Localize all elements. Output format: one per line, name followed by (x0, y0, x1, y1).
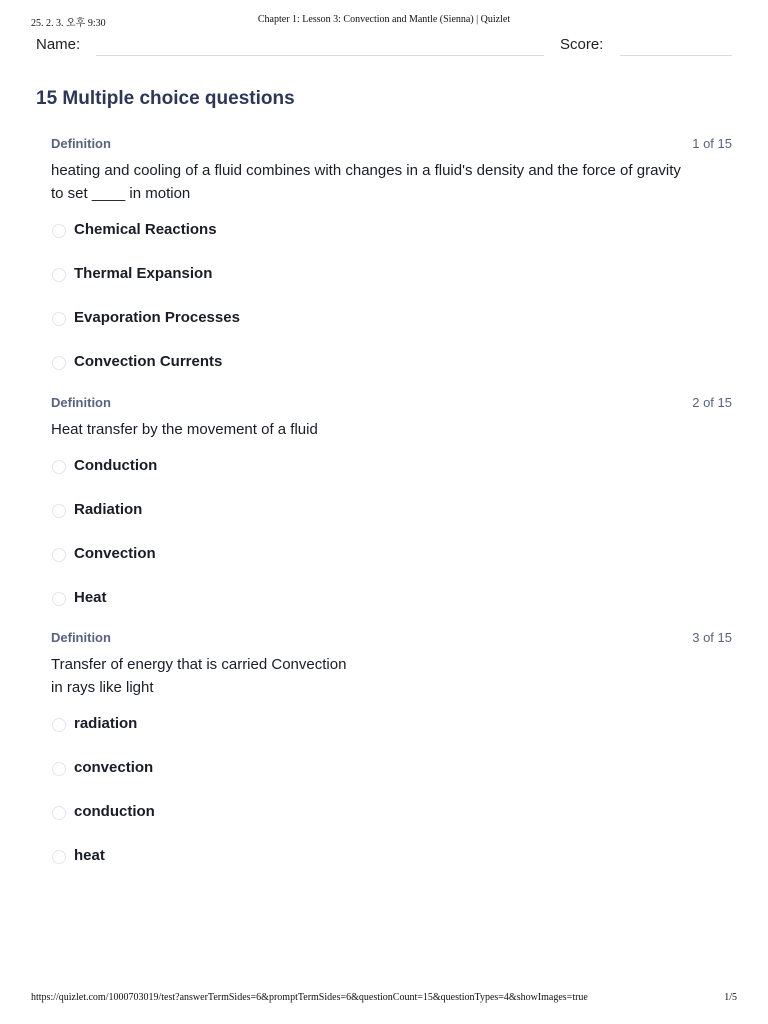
section-title: 15 Multiple choice questions (36, 88, 295, 109)
question-counter: 1 of 15 (692, 136, 732, 151)
answer-label: Evaporation Processes (74, 309, 240, 326)
answer-label: Conduction (74, 457, 158, 474)
page-number: 1/5 (724, 992, 737, 1003)
radio-button[interactable] (52, 548, 66, 562)
answer-label: radiation (74, 715, 138, 732)
score-field[interactable] (620, 55, 732, 56)
answer-option[interactable] (51, 801, 732, 845)
radio-button[interactable] (52, 850, 66, 864)
radio-button[interactable] (52, 224, 66, 238)
answer-label: conduction (74, 803, 155, 820)
answer-option[interactable] (51, 307, 732, 351)
name-label: Name: (36, 36, 81, 53)
question-2 (51, 395, 732, 631)
question-prompt (51, 653, 691, 699)
answer-options (51, 219, 732, 395)
print-header (31, 14, 737, 30)
print-footer (31, 992, 737, 1008)
answer-options (51, 713, 732, 889)
answer-option[interactable] (51, 351, 732, 395)
radio-button[interactable] (52, 312, 66, 326)
question-header (51, 395, 732, 413)
score-label: Score: (560, 36, 604, 53)
question-type: Definition (51, 630, 111, 645)
question-header (51, 630, 732, 648)
question-header (51, 136, 732, 154)
answer-options (51, 455, 732, 631)
answer-option[interactable] (51, 757, 732, 801)
name-score-row (36, 34, 732, 58)
question-type: Definition (51, 395, 111, 410)
radio-button[interactable] (52, 460, 66, 474)
print-url: https://quizlet.com/1000703019/test?answerTermSides=6&promptTermSides=6&questionCount=15&questionTypes=4&showImages=true (31, 992, 588, 1003)
name-field[interactable] (96, 55, 544, 56)
answer-option[interactable] (51, 543, 732, 587)
radio-button[interactable] (52, 268, 66, 282)
answer-label: Convection (74, 545, 156, 562)
question-1 (51, 136, 732, 395)
answer-option[interactable] (51, 499, 732, 543)
answer-label: Heat (74, 589, 107, 606)
question-prompt-line: in rays like light (51, 679, 154, 696)
answer-option[interactable] (51, 713, 732, 757)
answer-label: convection (74, 759, 154, 776)
answer-label: Thermal Expansion (74, 265, 213, 282)
question-prompt: heating and cooling of a fluid combines with changes in a fluid's density and the force of gravity to set ____ in motion (51, 162, 681, 202)
radio-button[interactable] (52, 504, 66, 518)
answer-label: Chemical Reactions (74, 221, 217, 238)
answer-option[interactable] (51, 845, 732, 889)
question-counter: 2 of 15 (692, 395, 732, 410)
radio-button[interactable] (52, 718, 66, 732)
question-counter: 3 of 15 (692, 630, 732, 645)
question-prompt-line: Transfer of energy that is carried Convection (51, 656, 347, 673)
answer-label: Radiation (74, 501, 143, 518)
radio-button[interactable] (52, 592, 66, 606)
radio-button[interactable] (52, 762, 66, 776)
question-prompt: Heat transfer by the movement of a fluid (51, 421, 318, 438)
answer-option[interactable] (51, 455, 732, 499)
question-3 (51, 630, 732, 889)
print-date: 25. 2. 3. 오후 9:30 (31, 18, 106, 29)
answer-label: Convection Currents (74, 353, 223, 370)
radio-button[interactable] (52, 806, 66, 820)
answer-option[interactable] (51, 263, 732, 307)
answer-label: heat (74, 847, 105, 864)
print-title: Chapter 1: Lesson 3: Convection and Mantle (Sienna) | Quizlet (257, 14, 511, 25)
radio-button[interactable] (52, 356, 66, 370)
answer-option[interactable] (51, 587, 732, 631)
answer-option[interactable] (51, 219, 732, 263)
question-type: Definition (51, 136, 111, 151)
